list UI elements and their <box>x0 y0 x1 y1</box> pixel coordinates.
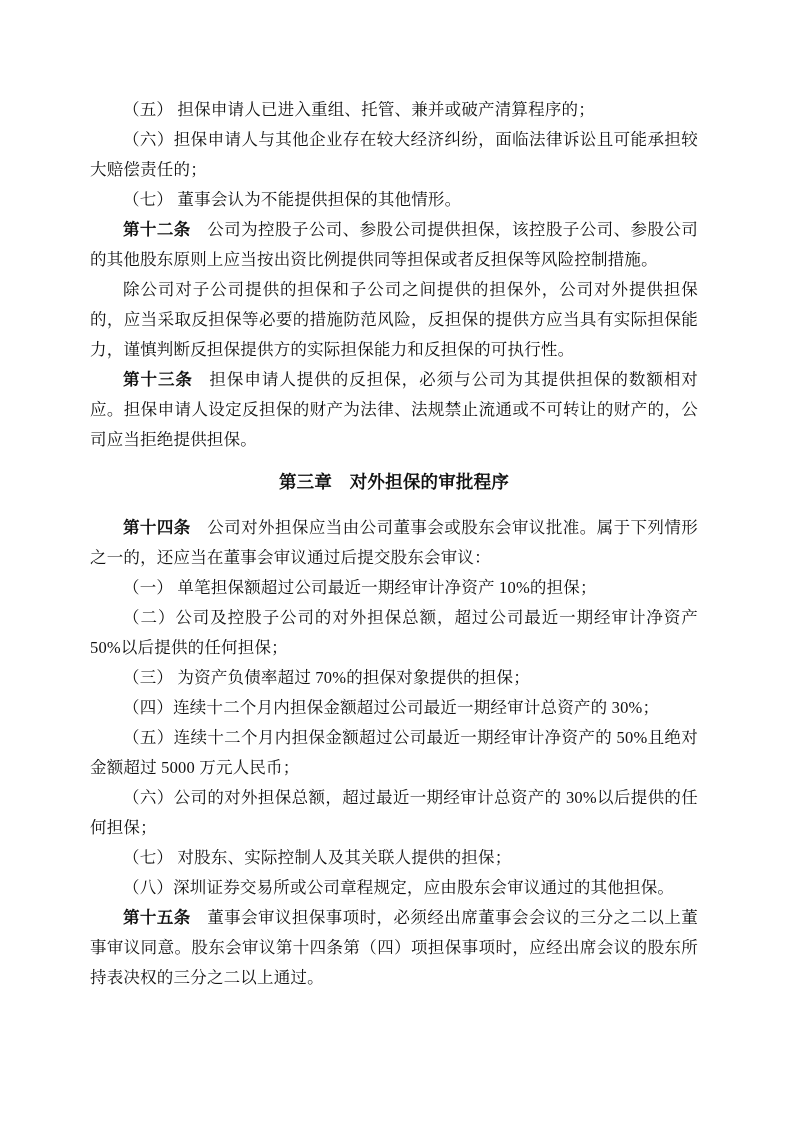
paragraph-text: 担保申请人提供的反担保，必须与公司为其提供担保的数额相对应。担保申请人设定反担保的财产为法律、法规禁止流通或不可转让的财产的，公司应当拒绝提供担保。 <box>90 370 698 449</box>
paragraph-text: （二）公司及控股子公司的对外担保总额，超过公司最近一期经审计净资产 50%以后提供的任何担保； <box>90 608 698 657</box>
article-13-number: 第十三条 <box>123 370 193 389</box>
article-14-item-4 <box>90 693 698 723</box>
paragraph-text: （七） 董事会认为不能提供担保的其他情形。 <box>123 190 462 209</box>
article-12 <box>90 215 698 275</box>
article-14-item-1 <box>90 573 698 603</box>
paragraph-text: 董事会审议担保事项时，必须经出席董事会会议的三分之二以上董事审议同意。股东会审议第十四条第（四）项担保事项时，应经出席会议的股东所持表决权的三分之二以上通过。 <box>90 908 698 987</box>
article-14 <box>90 513 698 573</box>
article-14-item-2 <box>90 603 698 663</box>
article-14-item-3 <box>90 663 698 693</box>
article-14-item-8 <box>90 873 698 903</box>
article-15-number: 第十五条 <box>123 908 191 927</box>
clause-item-6 <box>90 125 698 185</box>
paragraph-text: （七） 对股东、实际控制人及其关联人提供的担保； <box>123 848 512 867</box>
paragraph-text: （一） 单笔担保额超过公司最近一期经审计净资产 10%的担保； <box>123 578 597 597</box>
article-13 <box>90 365 698 455</box>
article-14-item-5 <box>90 723 698 783</box>
paragraph-text: （五）连续十二个月内担保金额超过公司最近一期经审计净资产的 50%且绝对金额超过 5000 万元人民币； <box>90 728 698 777</box>
clause-item-7 <box>90 185 698 215</box>
article-12-number: 第十二条 <box>123 220 191 239</box>
paragraph-text: 公司为控股子公司、参股公司提供担保，该控股子公司、参股公司的其他股东原则上应当按出资比例提供同等担保或者反担保等风险控制措施。 <box>90 220 698 269</box>
paragraph-text: （四）连续十二个月内担保金额超过公司最近一期经审计总资产的 30%； <box>123 698 660 717</box>
article-12-para-2 <box>90 275 698 365</box>
paragraph-text: （六）公司的对外担保总额，超过最近一期经审计总资产的 30%以后提供的任何担保； <box>90 788 698 837</box>
article-14-item-7 <box>90 843 698 873</box>
paragraph-text: （三） 为资产负债率超过 70%的担保对象提供的担保； <box>123 668 530 687</box>
article-15 <box>90 903 698 993</box>
paragraph-text: 除公司对子公司提供的担保和子公司之间提供的担保外，公司对外提供担保的，应当采取反担保等必要的措施防范风险，反担保的提供方应当具有实际担保能力，谨慎判断反担保提供方的实际担保能力和反担保的可执行性。 <box>90 280 698 359</box>
chapter-3-heading: 第三章 对外担保的审批程序 <box>278 472 510 492</box>
paragraph-text: （八）深圳证券交易所或公司章程规定，应由股东会审议通过的其他担保。 <box>123 878 675 897</box>
article-14-number: 第十四条 <box>123 518 191 537</box>
paragraph-text: （五） 担保申请人已进入重组、托管、兼并或破产清算程序的； <box>123 100 595 119</box>
paragraph-text: 公司对外担保应当由公司董事会或股东会审议批准。属于下列情形之一的，还应当在董事会审议通过后提交股东会审议： <box>90 518 698 567</box>
document-body <box>90 95 698 993</box>
article-14-item-6 <box>90 783 698 843</box>
paragraph-text: （六）担保申请人与其他企业存在较大经济纠纷，面临法律诉讼且可能承担较大赔偿责任的； <box>90 130 698 179</box>
clause-item-5 <box>90 95 698 125</box>
